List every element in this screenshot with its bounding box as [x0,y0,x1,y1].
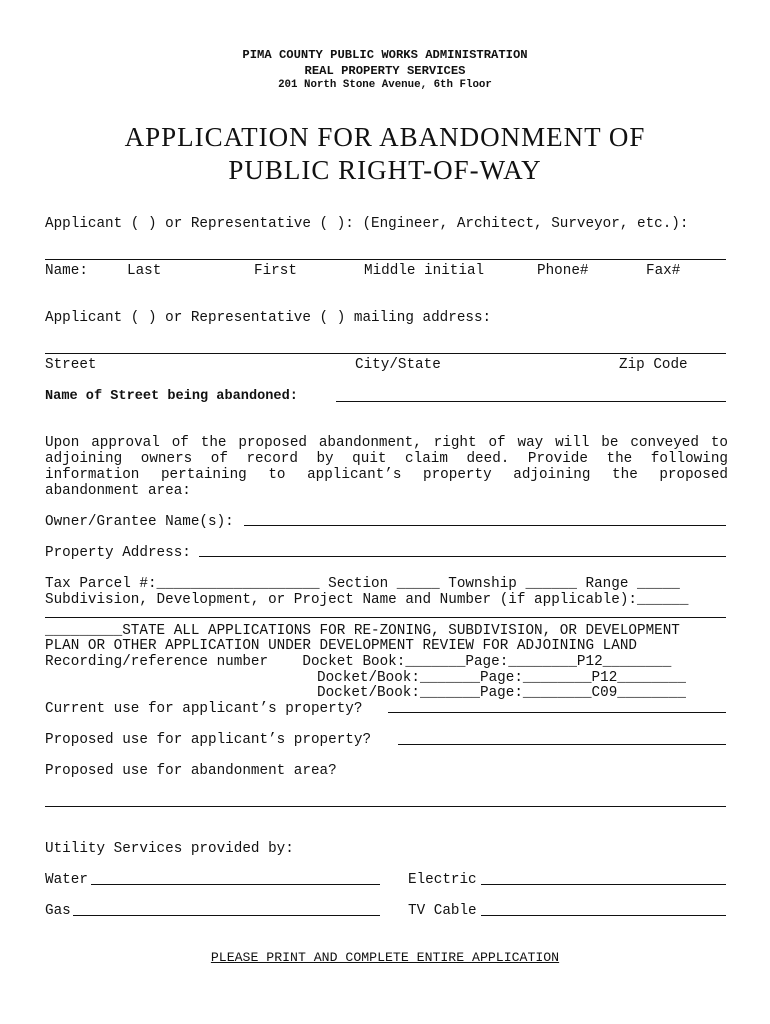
gas-label: Gas [45,903,71,919]
utility-services-label: Utility Services provided by: [45,841,294,857]
form-title-line1: APPLICATION FOR ABANDONMENT OF [124,122,646,152]
electric-label: Electric [408,872,477,888]
recording-reference-line[interactable]: Recording/reference number Docket Book:_______Page:________P12________ [45,654,672,670]
mailing-address-label: Applicant ( ) or Representative ( ) mailing address: [45,310,492,326]
footer-instruction: PLEASE PRINT AND COMPLETE ENTIRE APPLICATION [210,950,560,965]
gas-field[interactable] [73,915,380,916]
subdivision-line[interactable]: Subdivision, Development, or Project Name and Number (if applicable):______ [45,592,689,608]
street-abandoned-field[interactable] [336,401,726,402]
last-name-caption: Last [127,263,162,279]
middle-initial-caption: Middle initial [364,263,485,279]
proposed-use-label: Proposed use for applicant’s property? [45,732,372,748]
separator-line [45,617,726,618]
department-name: REAL PROPERTY SERVICES [304,64,466,78]
office-address: 201 North Stone Avenue, 6th Floor [278,79,492,91]
tax-parcel-line[interactable]: Tax Parcel #:___________________ Section _____ Township ______ Range _____ [45,576,680,592]
proposed-area-field[interactable] [45,806,726,807]
state-applications-line1: _________STATE ALL APPLICATIONS FOR RE-ZONING, SUBDIVISION, OR DEVELOPMENT [45,623,680,639]
water-label: Water [45,872,88,888]
tv-cable-field[interactable] [481,915,726,916]
electric-field[interactable] [481,884,726,885]
proposed-area-label: Proposed use for abandonment area? [45,763,337,779]
form-title-line2: PUBLIC RIGHT-OF-WAY [228,155,542,185]
mailing-address-line[interactable] [45,353,726,354]
docket-book-line2[interactable]: Docket/Book:_______Page:________P12________ [317,670,686,686]
city-state-caption: City/State [355,357,441,373]
name-label: Name: [45,263,88,279]
proposed-use-field[interactable] [398,744,726,745]
first-name-caption: First [254,263,297,279]
fax-caption: Fax# [646,263,681,279]
approval-paragraph: Upon approval of the proposed abandonment, right of way will be conveyed to adjoining owners of record by quit claim deed. Provide the following information pertaining to applicant’s property adjoining the proposed abandonment area: [45,435,728,499]
tv-cable-label: TV Cable [408,903,477,919]
street-abandoned-label: Name of Street being abandoned: [45,389,298,404]
docket-book-line3[interactable]: Docket/Book:_______Page:________C09________ [317,685,686,701]
owner-grantee-field[interactable] [244,525,726,526]
phone-caption: Phone# [537,263,589,279]
applicant-name-line[interactable] [45,259,726,260]
zip-code-caption: Zip Code [619,357,688,373]
property-address-label: Property Address: [45,545,191,561]
org-name: PIMA COUNTY PUBLIC WORKS ADMINISTRATION [242,48,528,62]
water-field[interactable] [91,884,380,885]
street-caption: Street [45,357,97,373]
owner-grantee-label: Owner/Grantee Name(s): [45,514,234,530]
current-use-field[interactable] [388,712,726,713]
property-address-field[interactable] [199,556,726,557]
state-applications-line2: PLAN OR OTHER APPLICATION UNDER DEVELOPMENT REVIEW FOR ADJOINING LAND [45,638,637,654]
applicant-representative-label: Applicant ( ) or Representative ( ): (Engineer, Architect, Surveyor, etc.): [45,216,689,232]
current-use-label: Current use for applicant’s property? [45,701,363,717]
